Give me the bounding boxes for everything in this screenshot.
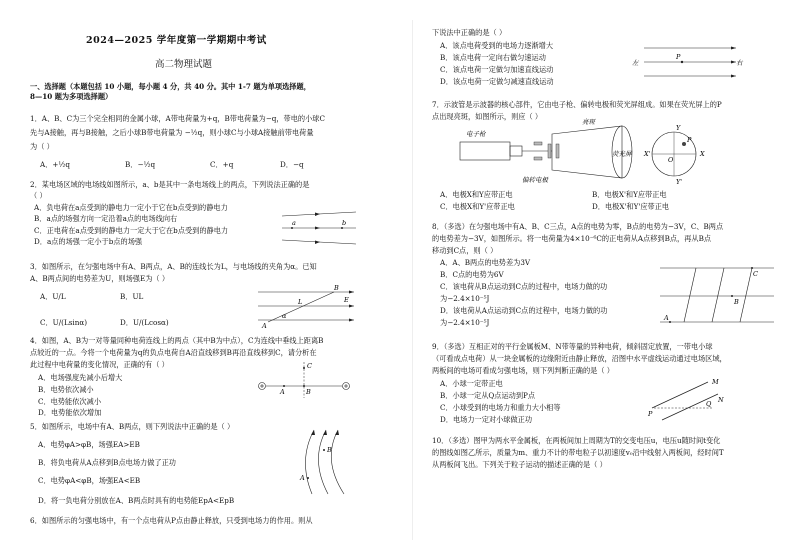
q8-label-b: B xyxy=(734,298,739,306)
q7-option-a[interactable]: A．电极X和Y应带正电 xyxy=(440,190,513,199)
q7-label-screen: 荧光屏 xyxy=(612,150,632,158)
q7-oscilloscope-figure xyxy=(452,118,752,186)
q1-option-a[interactable]: A．+½q xyxy=(40,160,70,169)
q3-line1: 3．如图所示，在匀强电场中有A、B两点，A、B的连线长为L，与电场线的夹角为α。已知 xyxy=(30,262,317,271)
q7-label-yprime: Y' xyxy=(676,178,683,186)
q8-label-c: C xyxy=(753,270,758,278)
q6-field-figure xyxy=(632,42,742,82)
q4-option-b[interactable]: B．电势依次减小 xyxy=(38,385,94,394)
q9-option-a[interactable]: A．小球一定带正电 xyxy=(440,379,503,388)
q6-label-right: 右 xyxy=(736,59,743,67)
q2-option-c[interactable]: C．正电荷在a点受到的静电力一定大于它在b点受到的静电力 xyxy=(34,226,229,235)
q8-option-d[interactable]: D．该电荷从A点运动到C点的过程中，电场力做的功 xyxy=(440,306,608,315)
q9-option-c[interactable]: C．小球受到的电场力和重力大小相等 xyxy=(440,403,561,412)
q9-label-n: N xyxy=(718,396,724,404)
q2-field-lines-figure xyxy=(280,210,360,246)
q5-option-a[interactable]: A．电势φA>φB，场强EA>EB xyxy=(38,440,140,449)
q6-line2: 下说法中正确的是（ ） xyxy=(432,28,507,37)
q8-option-b[interactable]: B．C点的电势为6V xyxy=(440,270,504,279)
q4-line2: 点较近的一点。今将一个电荷量为q的负点电荷自A沿直线移到B再沿直线移到C，请分析在 xyxy=(30,348,317,357)
q7-line2: 点出现亮斑，如图所示，则应（ ） xyxy=(432,112,543,121)
q2-line2: （ ） xyxy=(30,191,47,200)
q7-label-deflect: 偏转电极 xyxy=(522,176,548,184)
q7-label-spot: 亮斑 xyxy=(582,118,595,126)
q3-uniform-field-figure xyxy=(258,282,358,330)
q3-label-e: E xyxy=(344,296,349,304)
q4-line3: 此过程中电荷量的变化情况，正确的有（ ） xyxy=(30,360,169,369)
q1-option-c[interactable]: C．+q xyxy=(210,160,234,169)
q7-line1: 7．示波管是示波器的核心部件，它由电子枪、偏转电极和荧光屏组成。如果在荧光屏上的P xyxy=(432,100,722,109)
q4-option-a[interactable]: A．电场强度先减小后增大 xyxy=(38,373,123,382)
q9-option-b[interactable]: B．小球一定从Q点运动到P点 xyxy=(440,391,536,400)
q5-option-d[interactable]: D．将一负电荷分别放在A、B两点时具有的电势能EpA<EpB xyxy=(38,496,235,505)
q7-label-y: Y xyxy=(676,124,681,132)
q7-label-xprime: X' xyxy=(644,150,651,158)
exam-title: 2024—2025 学年度第一学期期中考试 xyxy=(86,35,267,46)
q10-line1: 10．（多选）图甲为两水平金属板，在两板间加上周期为T的交变电压u，电压u随时间t变化 xyxy=(432,436,721,445)
q6-label-p: P xyxy=(676,53,681,61)
q3-label-b: B xyxy=(334,284,339,292)
q8-line2: 的电势差为−3V，如图所示。将一电荷量为4×10⁻⁶C的正电荷从A点移到B点，再从B点 xyxy=(432,234,712,243)
q9-plates-figure xyxy=(646,378,726,424)
q10-line3: 从两板间飞出。下列关于粒子运动的描述正确的是（ ） xyxy=(432,460,607,469)
q1-line2: 先与A接触，再与B接触，之后小球B带电荷量为 −½q，则小球C与小球A接触前带电荷量 xyxy=(30,128,314,137)
q6-label-left: 左 xyxy=(632,59,639,67)
q3-label-a: A xyxy=(262,322,267,330)
q1-line1: 1．A、B、C为三个完全相同的金属小球，A带电荷量为+q，B带电荷量为−q，带电的小球C xyxy=(30,114,325,123)
q8-option-c[interactable]: C．该电荷从B点运动到C点的过程中，电场力做的功 xyxy=(440,282,608,291)
q4-label-b: B xyxy=(306,388,311,396)
q10-line2: 的图线如图乙所示，质量为m、重力不计的带电粒子以初速度v₀沿中线射入两板间，经时间T xyxy=(432,448,724,457)
q7-label-p: P xyxy=(687,136,692,144)
q7-label-gun: 电子枪 xyxy=(466,130,486,138)
q3-option-b[interactable]: B．UL xyxy=(120,292,144,301)
q8-option-c-cont: 为−2.4×10⁻⁵J xyxy=(440,294,490,303)
q5-curved-field-figure xyxy=(284,430,354,496)
q6-option-a[interactable]: A．该点电荷受到的电场力逐渐增大 xyxy=(440,41,554,50)
q8-label-a: A xyxy=(664,314,669,322)
q3-option-a[interactable]: A．U/L xyxy=(40,292,66,301)
q9-line1: 9．（多选）互相正对的平行金属板M、N带等量的异种电荷，倾斜固定放置，一带电小球 xyxy=(432,342,713,351)
q2-option-b[interactable]: B．a点的场强方向一定沿着a点的电场线向右 xyxy=(34,214,178,223)
q3-option-d[interactable]: D．U/(Lcosα) xyxy=(120,318,169,327)
q3-option-c[interactable]: C．U/(Lsinα) xyxy=(40,318,88,327)
subject-title: 高二物理试题 xyxy=(155,59,213,70)
q2-label-b: b xyxy=(342,219,347,227)
q8-option-d-cont: 为−2.4×10⁻⁵J xyxy=(440,318,490,327)
q7-label-o: O xyxy=(668,156,674,164)
q2-option-a[interactable]: A．负电荷在a点受到的静电力一定小于它在b点受到的静电力 xyxy=(34,203,228,212)
q6-line1: 6．如图所示的匀强电场中，有一个点电荷从P点由静止释放，只受到电场力的作用。则从 xyxy=(30,516,313,525)
q5-label-b: B xyxy=(327,446,332,454)
q7-option-b[interactable]: B．电极X'和Y应带正电 xyxy=(592,190,667,199)
q8-option-a[interactable]: A．A、B两点的电势差为3V xyxy=(440,258,531,267)
q9-line3: 两板间的电场可看成匀强电场，则下列判断正确的是（ ） xyxy=(432,366,614,375)
q4-label-c: C xyxy=(307,362,312,370)
q8-line3: 移动到C点，则（ ） xyxy=(432,246,498,255)
q1-option-b[interactable]: B．−½q xyxy=(125,160,156,169)
q5-line1: 5．如图所示，电场中有A、B两点，则下列说法中正确的是（ ） xyxy=(30,422,235,431)
q2-label-a: a xyxy=(292,219,296,227)
q4-option-d[interactable]: D．电势能依次增加 xyxy=(38,408,102,417)
q2-line1: 2．某电场区域的电场线如图所示，a、b是其中一条电场线上的两点，下列说法正确的是 xyxy=(30,180,310,189)
q1-line3: 为（ ） xyxy=(30,142,54,151)
q6-option-d[interactable]: D．该点电荷一定做匀减速直线运动 xyxy=(440,77,554,86)
q3-label-alpha: α xyxy=(282,312,287,320)
q7-option-c[interactable]: C．电极X和Y'应带正电 xyxy=(440,202,515,211)
q1-option-d[interactable]: D．−q xyxy=(280,160,304,169)
q8-line1: 8．（多选）在匀强电场中有A、B、C三点，A点的电势为零，B点的电势为−3V，C、B两点 xyxy=(432,222,724,231)
q9-label-q: Q xyxy=(706,400,712,408)
q5-option-c[interactable]: C．电势φA<φB，场强EA<EB xyxy=(38,476,141,485)
q4-charges-figure xyxy=(256,360,352,400)
q3-line2: A、B两点间的电势差为U，则场强E为（ ） xyxy=(30,274,170,283)
q9-line2: （可看成点电荷）从一块金属板的边缘附近由静止释放，沿图中水平虚线运动通过电场区域， xyxy=(432,354,727,363)
q4-option-c[interactable]: C．电势能依次减小 xyxy=(38,397,102,406)
q4-line1: 4．如图，A、B为一对等量同种电荷连线上的两点（其中B为中点），C为连线中垂线上距离B xyxy=(30,336,324,345)
q6-option-c[interactable]: C．该点电荷一定做匀加速直线运动 xyxy=(440,65,554,74)
column-divider xyxy=(412,20,413,540)
q9-option-d[interactable]: D．电场力一定对小球做正功 xyxy=(440,415,533,424)
q5-label-a: A xyxy=(300,474,305,482)
q7-option-d[interactable]: D．电极X'和Y'应带正电 xyxy=(592,202,670,211)
section-heading: 一、选择题（本题包括 10 小题，每小题 4 分，共 40 分。其中 1-7 题为单项选择题， xyxy=(30,82,311,91)
q4-label-a: A xyxy=(280,388,285,396)
q6-option-b[interactable]: B．该点电荷一定向右做匀速运动 xyxy=(440,53,546,62)
q9-label-m: M xyxy=(712,378,719,386)
q7-label-x: X xyxy=(700,150,705,158)
section-heading-2: 8—10 题为多项选择题） xyxy=(30,92,113,101)
q3-label-l: L xyxy=(298,298,303,306)
q5-option-b[interactable]: B．将负电荷从A点移到B点电场力做了正功 xyxy=(38,458,176,467)
q9-label-p: P xyxy=(648,410,653,418)
q8-field-figure xyxy=(660,262,780,326)
q2-option-d[interactable]: D．a点的场强一定小于b点的场强 xyxy=(34,237,143,246)
